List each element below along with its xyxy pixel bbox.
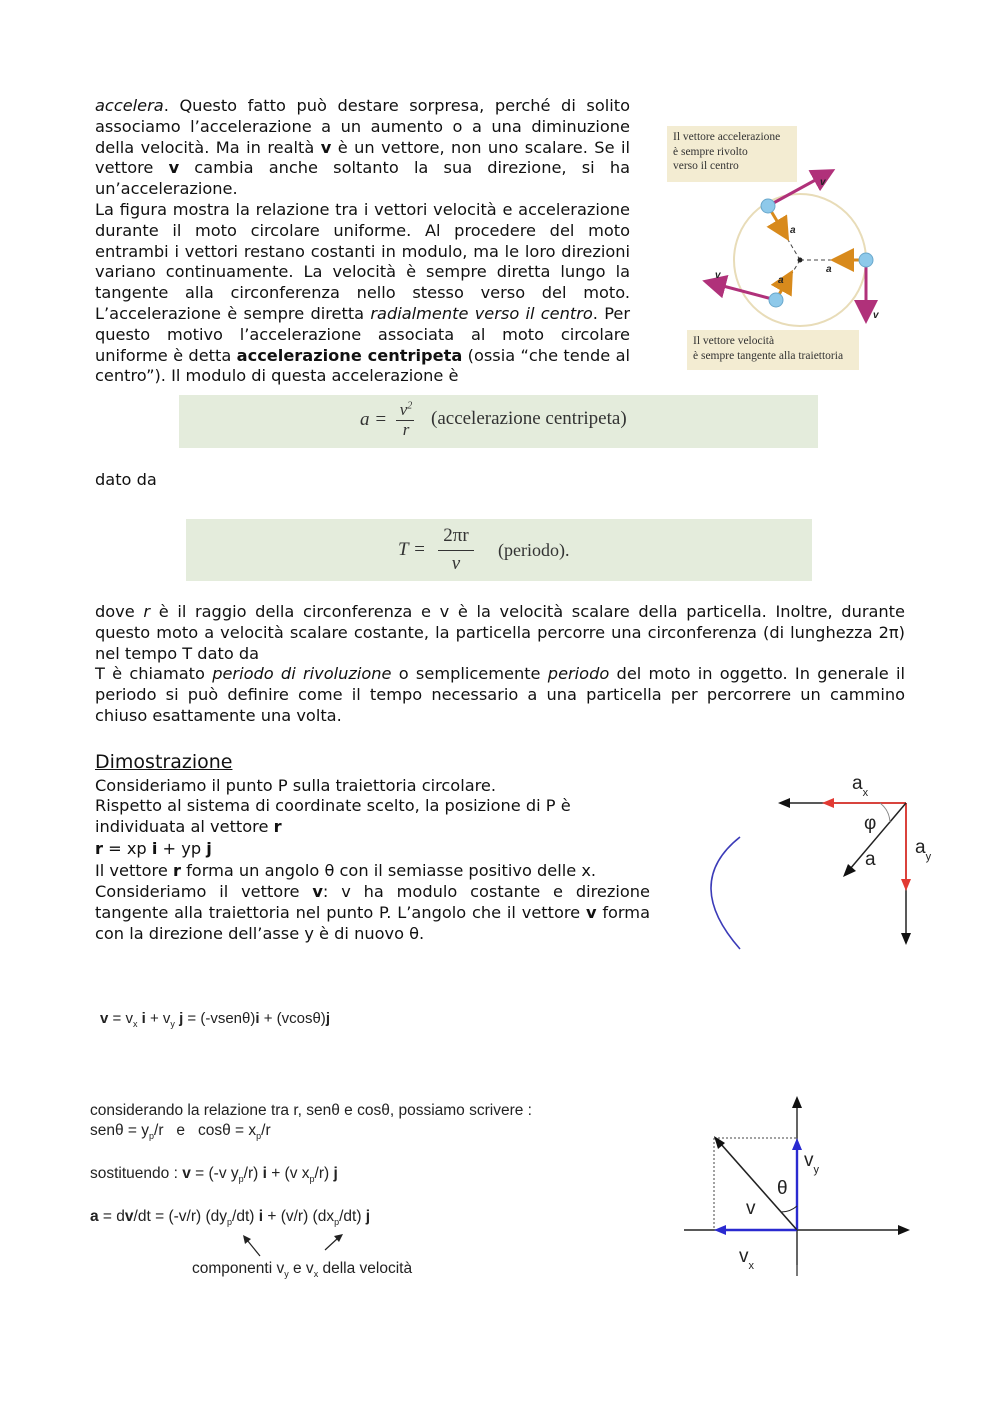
period-paragraph: dove r è il raggio della circonferenza e v è la velocità scalare della particella. Inoltre, durante questo moto a velocità scalare costante, la particella percorre una circonferenza (di lunghezza 2π) nel tempo T dato da T è chiamato periodo di rivoluzione o semplicemente periodo del moto in oggetto. In generale il periodo si può definire come il tempo necessario a una particella per percorrere un cammino chiuso esattamente una volta. (95, 602, 905, 725)
label-ay: $a_y$ (915, 837, 932, 863)
circular-motion-diagram (690, 150, 900, 340)
formula1-note: (accelerazione centripeta) (431, 408, 627, 429)
label-a: a (865, 849, 876, 870)
formula-period-box (186, 519, 812, 581)
a-arrow (850, 803, 906, 869)
intro-paragraph-1: accelera. Questo fatto può destare sorpresa, perché di solito associamo l’accelerazione a un aumento o a una diminuzione della velocità. Ma in realtà v è un vettore, non uno scalare. Se il vettore v cambia anche soltanto la sua direzione, si ha un’accelerazione. (95, 96, 630, 199)
trajectory-arc (711, 837, 740, 949)
formula2-note: (periodo). (498, 540, 570, 560)
formula1-denominator: r (402, 420, 410, 439)
dato-da-label: dato da (95, 470, 157, 489)
formula1-lhs: a = (360, 409, 388, 430)
label-v-left: v (715, 270, 721, 281)
label-a-top: a (790, 225, 796, 236)
label-v-right: v (873, 310, 879, 321)
label-theta: θ (777, 1178, 788, 1199)
label-a-right: a (826, 264, 832, 275)
dim-line-4: Il vettore r forma un angolo θ con il semiasse positivo delle x. (95, 861, 597, 880)
label-phi: φ (864, 813, 877, 834)
particle-right (859, 253, 873, 267)
dim-line-1: Consideriamo il punto P sulla traiettoria circolare. (95, 776, 497, 795)
acceleration-components-diagram (690, 765, 950, 955)
relation-line-2: $sen\theta = y_p/r$ e $\cos\theta = x_p/r$ (90, 1122, 271, 1141)
label-a-bottom: a (778, 275, 784, 286)
relation-line-4: a = dv/dt = (-v/r) $(dy_p/dt) i + (v/r)$ $(dx_p/dt)$ j (90, 1208, 371, 1227)
dim-line-2: Rispetto al sistema di coordinate scelto, la posizione di P è individuata al vettore r (95, 796, 571, 836)
particle-top (761, 199, 775, 213)
em-accelera: accelera (95, 96, 164, 115)
figure1-caption-bottom: Il vettore velocità è sempre tangente alla traiettoria (687, 330, 859, 370)
components-caption: componenti $v_y$ e $v_x$ della velocità (192, 1260, 413, 1279)
formula2-numerator: 2πr (443, 525, 469, 546)
velocity-arrow-left (708, 282, 776, 300)
dim-line-5: Consideriamo il vettore v: v ha modulo costante e direzione tangente alla traiettoria nel punto P. L’angolo che il vettore v forma con la direzione dell’asse y è di nuovo θ. (95, 882, 651, 943)
dim-line-3: r = xp i + yp j (95, 839, 212, 858)
equation-v-components: $v = v_x$ $i + v_y$ j = (-vsenθ)i + (vcosθ)j (100, 1010, 330, 1029)
label-v: v (746, 1198, 756, 1219)
label-vy: $v_y$ (804, 1150, 819, 1176)
label-vx: $v_x$ (739, 1246, 754, 1272)
component-pointer-arrows (230, 1228, 360, 1258)
intro-paragraph-2: La figura mostra la relazione tra i vettori velocità e accelerazione durante il moto circolare uniforme. Al procedere del moto entrambi i vettori restano costanti in modulo, ma le loro direzioni variano continuamente. La velocità è sempre diretta lungo la tangente alla circonferenza nello stesso verso del moto. L’accelerazione è sempre diretta radialmente verso il centro. Per questo motivo l’accelerazione associata al moto circolare uniforme è detta accelerazione centripeta (ossia “che tende al centro”). Il modulo di questa accelerazione è (95, 200, 631, 386)
particle-bottom (769, 293, 783, 307)
formula-centripetal-box (179, 395, 818, 448)
label-v-top: v (820, 177, 826, 188)
relation-line-1: considerando la relazione tra r, senθ e cosθ, possiamo scrivere : (90, 1102, 532, 1119)
label-ax: $a_x$ (852, 773, 869, 799)
formula2-denominator: v (451, 553, 461, 574)
formula1-numerator: $v^2$ (399, 400, 413, 419)
velocity-components-diagram (680, 1090, 920, 1285)
relation-line-3: sostituendo : v = (-v $y_p/r$) i + (v $x_p/r$) j (90, 1165, 338, 1184)
section-title: Dimostrazione (95, 751, 233, 773)
figure1-caption-top: Il vettore accelerazione è sempre rivolto verso il centro (667, 126, 797, 182)
formula2-lhs: T = (398, 539, 426, 560)
